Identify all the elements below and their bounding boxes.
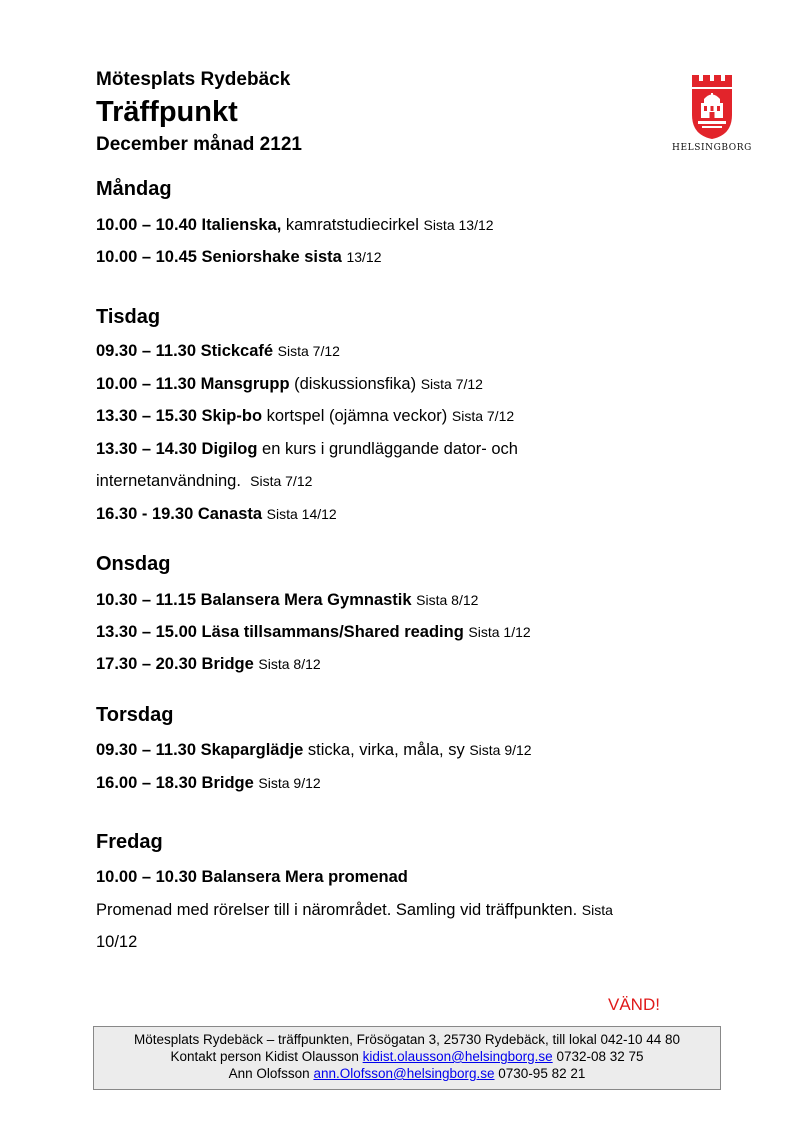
item-desc: sticka, virka, måla, sy (307, 741, 465, 759)
item-title: Balansera Mera Gymnastik (200, 591, 412, 609)
item-title: Mansgrupp (200, 375, 290, 393)
item-desc: en kurs i grundläggande dator- och (262, 440, 518, 458)
contact-phone: 0730-95 82 21 (498, 1066, 586, 1081)
item-last-date: Sista 8/12 (258, 656, 321, 672)
item-last-date: Sista 9/12 (258, 775, 321, 791)
item-desc-continued: internetanvändning. (96, 472, 241, 490)
item-title: Stickcafé (200, 342, 274, 360)
item-title: Seniorshake sista (201, 248, 342, 266)
item-desc: kortspel (ojämna veckor) (266, 407, 448, 425)
contact-email-link[interactable]: kidist.olausson@helsingborg.se (362, 1049, 553, 1064)
schedule-item (96, 623, 531, 642)
schedule-item (96, 248, 382, 267)
item-last-date: Sista 14/12 (266, 506, 337, 522)
item-time: 09.30 – 11.30 (96, 342, 197, 360)
footer-address: Mötesplats Rydebäck – träffpunkten, Frösögatan 3, 25730 Rydebäck, till lokal 042-10 44 80 (133, 1032, 681, 1047)
item-title: Bridge (201, 774, 254, 792)
item-desc: (diskussionsfika) (294, 375, 417, 393)
footer-contact-1 (94, 1048, 720, 1065)
item-last-date: Sista 8/12 (416, 592, 479, 608)
item-desc: Promenad med rörelser till i närområdet. Samling vid träffpunkten. (96, 901, 578, 919)
schedule-item (96, 216, 494, 235)
item-last-date: Sista 7/12 (277, 343, 340, 359)
item-title: Balansera Mera promenad (201, 868, 408, 886)
schedule-item (96, 655, 321, 674)
item-title: Italienska, (201, 216, 282, 234)
item-title: Skaparglädje (200, 741, 304, 759)
schedule-item (96, 375, 483, 394)
item-time: 17.30 – 20.30 (96, 655, 197, 673)
item-time: 16.00 – 18.30 (96, 774, 197, 792)
item-time: 10.00 – 11.30 (96, 375, 197, 393)
contact-name: Ann Olofsson (228, 1066, 310, 1081)
item-time: 13.30 – 15.30 (96, 407, 197, 425)
schedule-item-description (96, 901, 613, 920)
schedule-item-continued (96, 933, 137, 952)
item-time: 16.30 - 19.30 (96, 505, 194, 523)
schedule-item (96, 591, 478, 610)
day-heading-wednesday: Onsdag (96, 553, 171, 575)
item-time: 13.30 – 15.00 (96, 623, 197, 641)
item-last-date: Sista 1/12 (468, 624, 531, 640)
contact-footer (93, 1026, 721, 1090)
org-name: Mötesplats Rydebäck (96, 69, 291, 90)
month-subtitle: December månad 2121 (96, 134, 302, 155)
schedule-item (96, 440, 518, 459)
item-time: 10.00 – 10.30 (96, 868, 197, 886)
item-time: 13.30 – 14.30 (96, 440, 197, 458)
item-time: 10.30 – 11.15 (96, 591, 197, 609)
item-title: Canasta (197, 505, 263, 523)
item-title: Läsa tillsammans/Shared reading (201, 623, 464, 641)
day-heading-thursday: Torsdag (96, 704, 174, 726)
item-title: Skip-bo (201, 407, 263, 425)
item-last-date: Sista 13/12 (423, 217, 494, 233)
schedule-item (96, 741, 532, 760)
item-last-date: Sista 7/12 (250, 473, 313, 489)
day-heading-tuesday: Tisdag (96, 306, 161, 328)
castle-crest-icon (690, 73, 734, 141)
schedule-item (96, 505, 337, 524)
contact-name: Kontakt person Kidist Olausson (170, 1049, 359, 1064)
item-last-date: Sista 9/12 (469, 742, 532, 758)
schedule-item-continued (96, 472, 312, 491)
item-title: Bridge (201, 655, 254, 673)
item-last-date-continued: 10/12 (96, 933, 138, 951)
contact-email-link[interactable]: ann.Olofsson@helsingborg.se (313, 1066, 495, 1081)
item-last-date: Sista 7/12 (451, 408, 515, 424)
footer-contact-2 (94, 1065, 720, 1082)
page-title: Träffpunkt (96, 96, 238, 128)
contact-phone: 0732-08 32 75 (556, 1049, 644, 1064)
schedule-item (96, 342, 340, 361)
item-time: 10.00 – 10.45 (96, 248, 197, 266)
schedule-item (96, 774, 321, 793)
logo-text: HELSINGBORG (672, 143, 752, 153)
schedule-item (96, 407, 514, 426)
item-time: 10.00 – 10.40 (96, 216, 197, 234)
day-heading-monday: Måndag (96, 178, 172, 200)
item-title: Digilog (201, 440, 258, 458)
turn-over-note: VÄND! (608, 995, 660, 1014)
item-time: 09.30 – 11.30 (96, 741, 197, 759)
item-desc: kamratstudiecirkel (285, 216, 419, 234)
item-last-date: 13/12 (346, 249, 382, 265)
item-last-date: Sista 7/12 (420, 376, 483, 392)
day-heading-friday: Fredag (96, 831, 163, 853)
item-last-date: Sista (581, 902, 613, 918)
schedule-item (96, 868, 408, 887)
helsingborg-logo (672, 73, 752, 157)
